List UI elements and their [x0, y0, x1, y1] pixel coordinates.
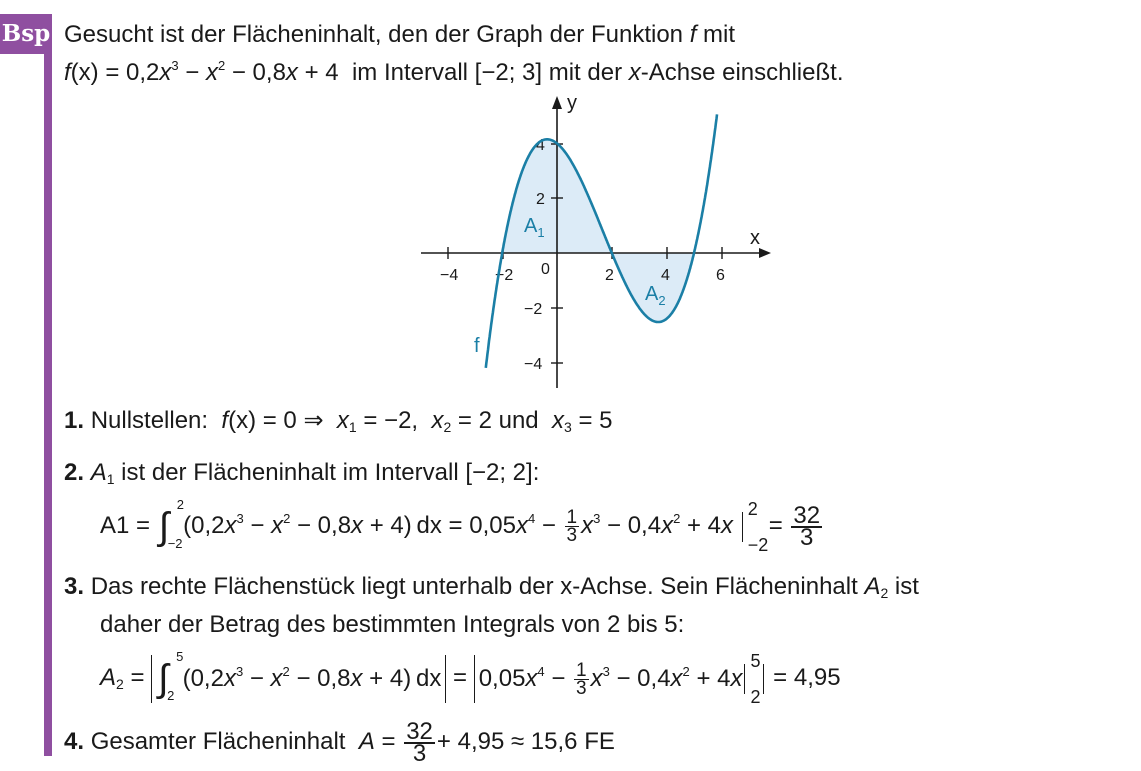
y-tick-label: −2 — [524, 301, 543, 318]
y-tick-label: 2 — [536, 191, 545, 208]
intro-line-2: $f(x) = 0,2x^3 - x^2 - 0,8x + 4$ im Intervall [−2; 3] mit der x-Achse einschließt. — [64, 58, 844, 86]
x-axis-label: x — [750, 227, 760, 249]
curve-label: f — [474, 335, 480, 357]
x-tick-label: −4 — [440, 267, 459, 284]
function-graph — [415, 92, 785, 390]
example-sidebar-bar — [44, 54, 52, 756]
x-axis-arrow — [759, 248, 771, 258]
x-tick-label: 0 — [541, 261, 550, 278]
area-a1-label: $A_1$ — [524, 215, 545, 240]
x-tick-label: −2 — [495, 267, 514, 284]
x-tick-label: 6 — [716, 267, 725, 284]
step-2-heading: 2. $A_1$ ist der Flächeninhalt im Intervall [−2; 2]: — [64, 459, 540, 487]
y-axis-label: y — [567, 92, 577, 114]
y-tick-label: −4 — [524, 356, 543, 373]
step-1: 1. Nullstellen: f(x) = 0 ⇒ $x_1 = -2$, $x_2 = 2$ und $x_3 = 5$ — [64, 407, 613, 435]
x-tick-label: 2 — [605, 267, 614, 284]
step-3-line-2: daher der Betrag des bestimmten Integrals von 2 bis 5: — [100, 611, 685, 638]
area-a2-label: $A_2$ — [645, 283, 666, 308]
step-4: 4. Gesamter Flächeninhalt A = $\frac{32}{3}$ + 4,95 ≈ 15,6 FE — [64, 717, 615, 767]
step-3-line-1: 3. Das rechte Flächenstück liegt unterhalb der x-Achse. Sein Flächeninhalt $A_2$ ist — [64, 573, 919, 601]
example-badge: Bsp — [0, 14, 52, 54]
y-tick-label: 4 — [536, 137, 545, 154]
step-3-formula: $A_2$ = ∫ 5 2 $(0,2x^3 - x^2 - 0,8x + 4)$ dx = $0,05x^4$ − $\frac{1}{3}$ $x^3 - 0,4x^2 + 4x$ 5 2 = 4,95 — [100, 649, 841, 707]
step-2-formula: A1 = ∫ 2 −2 $(0,2x^3 - x^2 - 0,8x + 4)$ dx = $0,05x^4$ − $\frac{1}{3}$ $x^3 - 0,4x^2 + 4x$ 2 −2 = $\frac{32}{3}$ — [100, 496, 821, 555]
x-tick-label: 4 — [661, 267, 670, 284]
y-axis-arrow — [552, 96, 562, 109]
intro-line-1: Gesucht ist der Flächeninhalt, den der Graph der Funktion f mit — [64, 21, 736, 48]
